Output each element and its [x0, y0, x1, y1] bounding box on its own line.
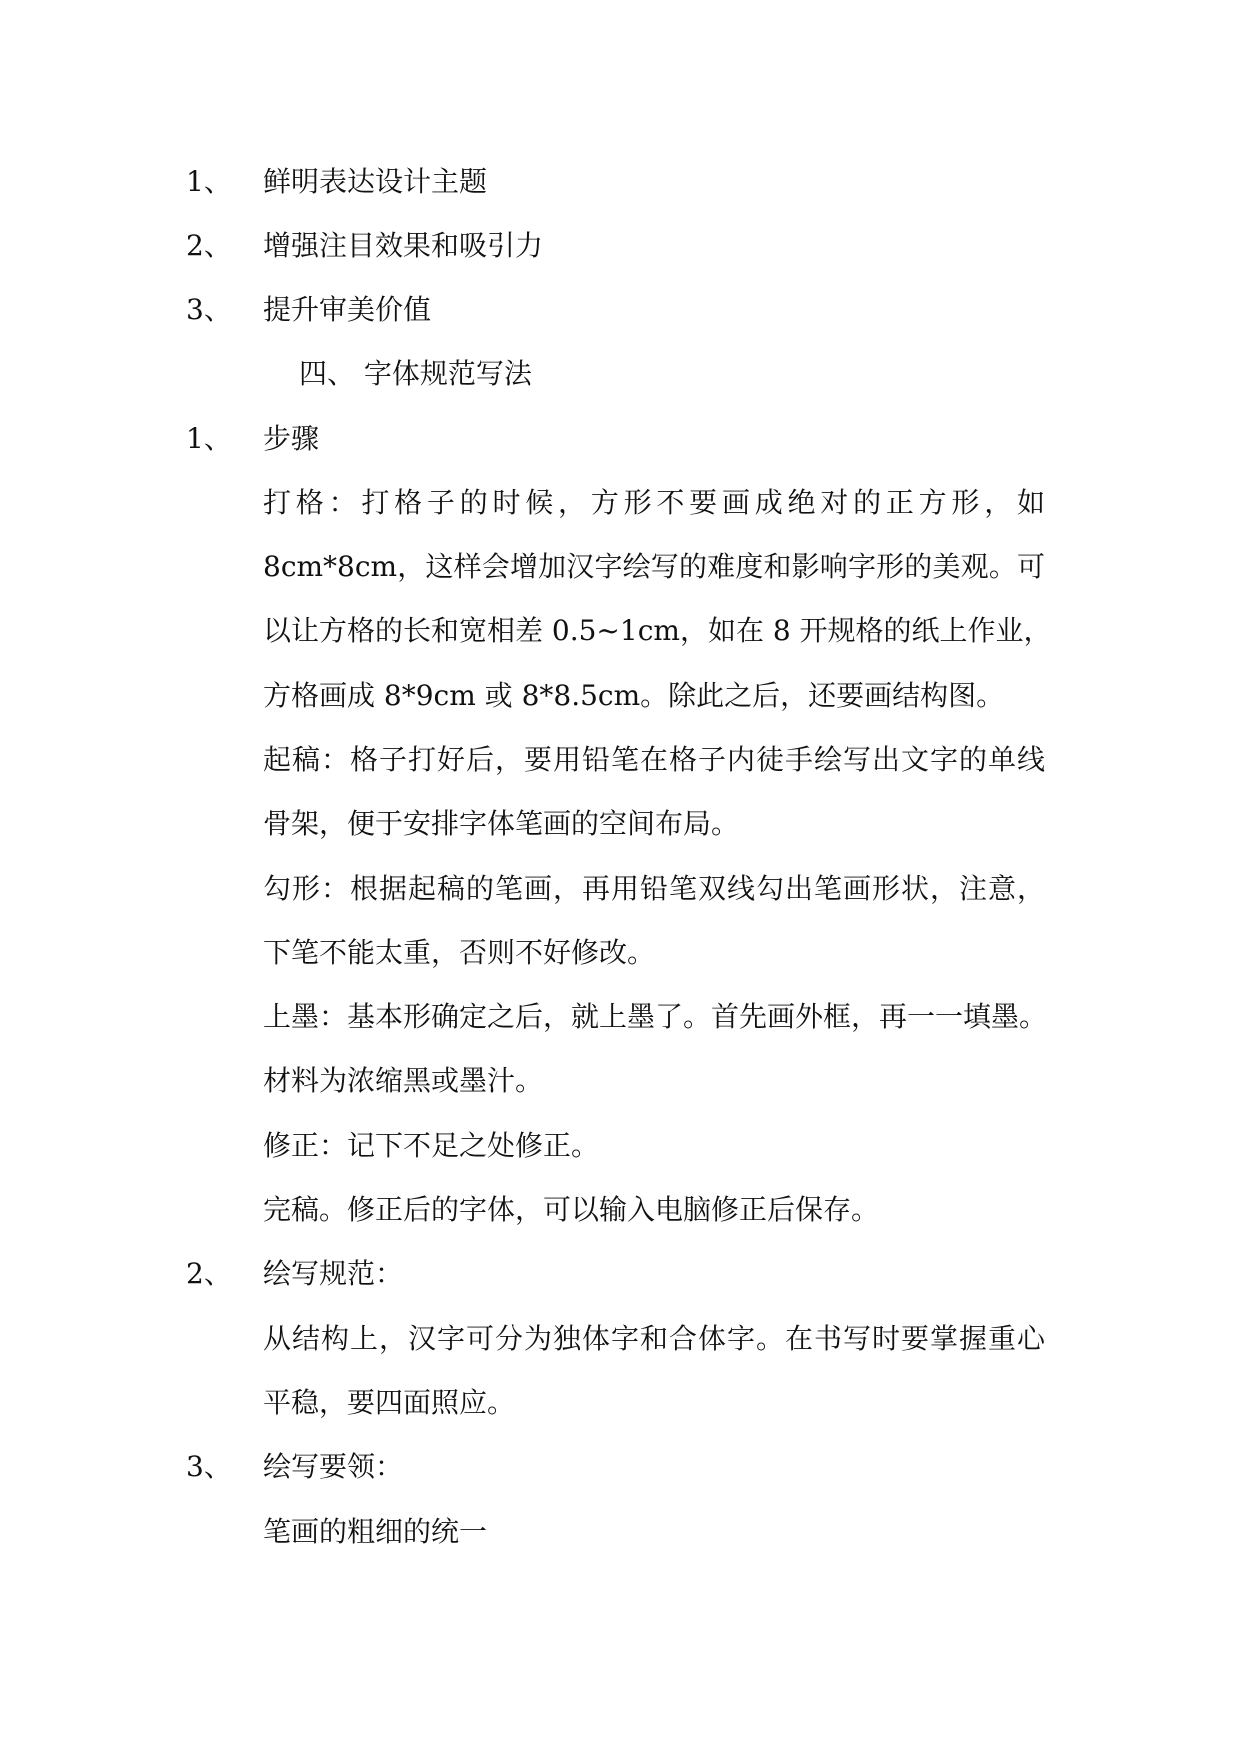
list-text: 提升审美价值 — [263, 293, 432, 326]
step-number: 3、 — [186, 1450, 232, 1483]
list-text: 鲜明表达设计主题 — [263, 165, 488, 198]
step-3-header — [0, 1447, 1241, 1487]
list-number: 2、 — [186, 229, 232, 262]
paragraph-line — [0, 804, 1241, 844]
step-1-header — [0, 419, 1241, 459]
paragraph-text: 骨架，便于安排字体笔画的空间布局。 — [263, 807, 740, 840]
paragraph-line — [0, 483, 1241, 523]
paragraph-text: 勾形：根据起稿的笔画，再用铅笔双线勾出笔画形状，注意， — [263, 872, 1045, 905]
list-item — [0, 162, 1241, 202]
paragraph-text: 平稳，要四面照应。 — [263, 1386, 516, 1419]
paragraph-line — [0, 676, 1241, 716]
paragraph-line — [0, 547, 1241, 587]
paragraph-text: 下笔不能太重，否则不好修改。 — [263, 936, 656, 969]
paragraph-text: 笔画的粗细的统一 — [263, 1515, 488, 1548]
paragraph-line — [0, 1383, 1241, 1423]
list-number: 1、 — [186, 165, 232, 198]
section-heading: 四、 字体规范写法 — [299, 357, 532, 390]
paragraph-text: 8cm*8cm，这样会增加汉字绘写的难度和影响字形的美观。可 — [263, 550, 1045, 583]
paragraph-text: 从结构上，汉字可分为独体字和合体字。在书写时要掌握重心 — [263, 1322, 1045, 1355]
step-title: 绘写要领： — [263, 1450, 404, 1483]
step-2-header — [0, 1254, 1241, 1294]
step-number: 2、 — [186, 1257, 232, 1290]
paragraph-line — [0, 1512, 1241, 1552]
paragraph-line — [0, 933, 1241, 973]
step-title: 步骤 — [263, 422, 320, 455]
step-title: 绘写规范： — [263, 1257, 404, 1290]
paragraph-text: 修正：记下不足之处修正。 — [263, 1129, 600, 1162]
paragraph-text: 以让方格的长和宽相差 0.5~1cm，如在 8 开规格的纸上作业， — [263, 614, 1052, 647]
step-number: 1、 — [186, 422, 232, 455]
section-heading-row — [0, 354, 1241, 394]
paragraph-line — [0, 1126, 1241, 1166]
paragraph-line — [0, 740, 1241, 780]
paragraph-text: 方格画成 8*9cm 或 8*8.5cm。除此之后，还要画结构图。 — [263, 679, 1005, 712]
paragraph-line — [0, 1190, 1241, 1230]
paragraph-text: 材料为浓缩黑或墨汁。 — [263, 1064, 544, 1097]
paragraph-text: 起稿：格子打好后，要用铅笔在格子内徒手绘写出文字的单线 — [263, 743, 1045, 776]
list-number: 3、 — [186, 293, 232, 326]
paragraph-text: 完稿。修正后的字体，可以输入电脑修正后保存。 — [263, 1193, 880, 1226]
paragraph-line — [0, 611, 1241, 651]
paragraph-line — [0, 869, 1241, 909]
list-item — [0, 226, 1241, 266]
paragraph-text: 上墨：基本形确定之后，就上墨了。首先画外框，再一一填墨。 — [263, 1000, 1048, 1033]
paragraph-text: 打格：打格子的时候，方形不要画成绝对的正方形，如 — [263, 486, 1045, 519]
list-text: 增强注目效果和吸引力 — [263, 229, 544, 262]
paragraph-line — [0, 1061, 1241, 1101]
paragraph-line — [0, 997, 1241, 1037]
list-item — [0, 290, 1241, 330]
paragraph-line — [0, 1319, 1241, 1359]
